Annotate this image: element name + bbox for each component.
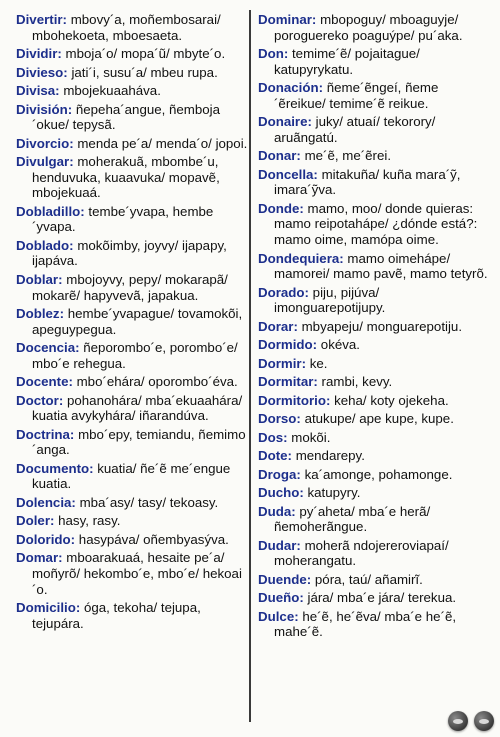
entry-headword: Docente: <box>16 374 73 390</box>
entry-headword: Dobladillo: <box>16 203 85 219</box>
entry-definition: ñeme´ẽngeí, ñeme´ẽreikue/ temime´ẽ reikue. <box>274 80 439 111</box>
dictionary-entry <box>16 513 252 529</box>
dictionary-entry <box>258 590 490 606</box>
entry-headword: Doctrina: <box>16 426 75 442</box>
entry-definition: mamo oimehápe/ mamorei/ mamo pavẽ, mamo tetyrõ. <box>274 250 488 282</box>
dictionary-entry <box>258 167 490 198</box>
dictionary-entry <box>258 430 490 446</box>
next-page-icon[interactable] <box>474 711 494 731</box>
entry-definition: he´ẽ, he´ẽva/ mba´e he´ẽ, mahe´ẽ. <box>274 608 457 640</box>
dictionary-entry <box>258 251 490 282</box>
entry-headword: División: <box>16 101 73 117</box>
dictionary-entry <box>258 467 490 483</box>
dictionary-entry <box>258 485 490 501</box>
entry-headword: Doler: <box>16 513 55 529</box>
entry-definition: ñeporombo´e, porombo´e/ mbo´e rehegua. <box>32 340 238 371</box>
dictionary-entry <box>16 46 252 62</box>
entry-headword: Doblez: <box>16 306 65 321</box>
dictionary-entry <box>258 148 490 164</box>
entry-headword: Droga: <box>258 466 301 482</box>
entry-headword: Dueño: <box>258 590 304 606</box>
dictionary-entry <box>258 538 490 569</box>
dictionary-entry <box>258 572 490 588</box>
entry-definition: py´aheta/ mba´e herã/ ñemoherãngue. <box>274 503 431 535</box>
entry-headword: Donar: <box>258 148 301 164</box>
dictionary-entry <box>16 204 252 235</box>
entry-headword: Dominar: <box>258 12 317 27</box>
entry-headword: Doblado: <box>16 237 74 253</box>
dictionary-entry <box>16 340 252 371</box>
dictionary-entry <box>258 319 490 335</box>
entry-definition: atukupe/ ape kupe, kupe. <box>304 411 454 427</box>
dictionary-entry <box>16 65 252 81</box>
entry-definition: mitakuña/ kuña mara´ỹ, imara´ỹva. <box>274 166 461 198</box>
entry-definition: mbojekuaaháva. <box>63 83 161 99</box>
page-navigation <box>448 711 494 731</box>
entry-definition: póra, taú/ añamirĩ. <box>314 571 423 587</box>
entry-definition: moherã ndojereroviapaí/ moherangatu. <box>274 537 449 569</box>
entry-headword: Donde: <box>258 200 304 216</box>
entry-definition: mendarepy. <box>295 448 365 464</box>
entry-definition: piju, pijúva/ imonguarepotijupy. <box>274 284 386 316</box>
dictionary-entry <box>258 285 490 316</box>
entry-headword: Duda: <box>258 503 296 519</box>
entry-definition: óga, tekoha/ tejupa, tejupára. <box>32 600 201 631</box>
dictionary-entry <box>258 609 490 640</box>
entry-headword: Dulce: <box>258 608 299 624</box>
entry-headword: Divieso: <box>16 64 68 80</box>
entry-definition: mokõi. <box>291 429 331 445</box>
dictionary-entry <box>258 374 490 390</box>
entry-definition: mbopoguy/ mboaguyje/ poroguereko poaguýpe/ pu´aka. <box>274 12 463 43</box>
entry-definition: jára/ mba´e jára/ terekua. <box>307 590 457 606</box>
entry-headword: Divertir: <box>16 12 67 27</box>
entry-headword: Donación: <box>258 80 324 96</box>
entry-headword: Dormido: <box>258 337 318 353</box>
entry-definition: moherakuã, mbombe´u, henduvuka, kuaavuka/ mopavẽ, mbojekuaá. <box>32 154 220 201</box>
entry-definition: mbo´ehára/ oporombo´éva. <box>76 374 238 390</box>
entry-definition: mbyapeju/ monguarepotiju. <box>301 318 463 334</box>
dictionary-entry <box>258 46 490 77</box>
dictionary-entry <box>16 427 252 458</box>
dictionary-entry <box>16 495 252 511</box>
dictionary-entry <box>258 12 490 43</box>
entry-headword: Domicilio: <box>16 600 81 615</box>
dictionary-entry <box>16 600 252 631</box>
entry-definition: okéva. <box>320 337 360 353</box>
dictionary-entry <box>16 461 252 492</box>
dictionary-entry <box>16 272 252 303</box>
entry-headword: Doblar: <box>16 271 63 287</box>
entry-definition: temime´ẽ/ pojaitague/ katupyrykatu. <box>274 46 420 77</box>
entry-headword: Dolorido: <box>16 531 76 547</box>
dictionary-entry <box>16 393 252 424</box>
entry-headword: Dormitorio: <box>258 392 331 408</box>
column-divider <box>249 10 251 722</box>
dictionary-entry <box>16 83 252 99</box>
entry-headword: Dormir: <box>258 355 307 371</box>
entry-definition: mamo, moo/ donde quieras: mamo reipotahápe/ ¿dónde está?: mamo oime, mamópa oime. <box>274 200 478 248</box>
entry-headword: Doctor: <box>16 392 64 408</box>
entry-headword: Dote: <box>258 448 292 464</box>
entry-headword: Ducho: <box>258 485 304 501</box>
entry-headword: Dorado: <box>258 284 309 300</box>
entry-headword: Dos: <box>258 429 288 445</box>
dictionary-entry <box>258 201 490 248</box>
entry-headword: Divulgar: <box>16 154 74 170</box>
entry-definition: juky/ atuaí/ tekorory/ aruãngatú. <box>274 114 436 145</box>
entry-headword: Doncella: <box>258 166 318 182</box>
dictionary-entry <box>258 411 490 427</box>
dictionary-entry <box>16 550 252 597</box>
entry-headword: Duende: <box>258 571 312 587</box>
dictionary-entry <box>258 337 490 353</box>
entry-headword: Dudar: <box>258 537 301 553</box>
entry-definition: ke. <box>309 355 328 371</box>
dictionary-entry <box>258 504 490 535</box>
entry-headword: Donaire: <box>258 114 312 130</box>
entry-headword: Documento: <box>16 460 94 476</box>
dictionary-entry <box>258 114 490 145</box>
entry-definition: mokõimby, joyvy/ ijapapy, ijapáva. <box>32 237 227 269</box>
dictionary-entry <box>16 374 252 390</box>
dictionary-entry <box>16 12 252 43</box>
entry-definition: mbojoyvy, pepy/ mokarapã/ mokarẽ/ hapyvevã, japakua. <box>32 271 228 303</box>
dictionary-entry <box>16 306 252 337</box>
entry-definition: ñepeha´angue, ñemboja´okue/ tepysã. <box>32 101 221 133</box>
entry-headword: Dividir: <box>16 46 62 62</box>
entry-definition: me´ẽ, me´ẽrei. <box>304 148 392 164</box>
dictionary-entry <box>258 393 490 409</box>
entry-definition: mboarakuaá, hesaite pe´a/ moñyrõ/ hekombo´e, mbo´e/ hekoai´o. <box>32 550 242 597</box>
dictionary-entry <box>16 154 252 201</box>
prev-page-icon[interactable] <box>448 711 468 731</box>
entry-definition: rambi, kevy. <box>321 374 393 390</box>
entry-definition: pohanohára/ mba´ekuaahára/ kuatia avykyhára/ iñarandúva. <box>32 392 243 424</box>
entry-definition: jati´i, susu´a/ mbeu rupa. <box>71 64 218 80</box>
entry-definition: katupyry. <box>307 485 361 501</box>
entry-definition: tembe´yvapa, hembe´yvapa. <box>32 203 214 235</box>
entry-headword: Dorar: <box>258 318 298 334</box>
dictionary-entry <box>16 102 252 133</box>
entry-headword: Divorcio: <box>16 135 74 151</box>
entry-definition: hasypáva/ oñembyasýva. <box>78 531 229 547</box>
entry-headword: Dorso: <box>258 411 301 427</box>
dictionary-entry <box>258 80 490 111</box>
dictionary-entry <box>16 532 252 548</box>
dictionary-entry <box>258 448 490 464</box>
entry-definition: ka´amonge, pohamonge. <box>304 466 453 482</box>
entry-definition: menda pe´a/ menda´o/ jopoi. <box>77 135 248 151</box>
entry-headword: Dondequiera: <box>258 250 344 266</box>
dictionary-entry <box>16 136 252 152</box>
right-column <box>258 12 490 643</box>
entry-definition: hembe´yvapague/ tovamokõi, apeguypegua. <box>32 306 243 337</box>
entry-headword: Docencia: <box>16 340 80 356</box>
entry-headword: Dolencia: <box>16 494 76 510</box>
entry-headword: Divisa: <box>16 83 60 99</box>
dictionary-entry <box>16 238 252 269</box>
entry-definition: mboja´o/ mopa´ũ/ mbyte´o. <box>65 46 226 62</box>
entry-definition: kuatia/ ñe´ẽ me´engue kuatia. <box>32 460 231 492</box>
entry-definition: mbovy´a, moñembosarai/ mbohekoeta, mboesaeta. <box>32 12 221 43</box>
entry-headword: Don: <box>258 46 289 62</box>
entry-definition: hasy, rasy. <box>58 513 121 529</box>
entry-definition: mbo´epy, temiandu, ñemimo´anga. <box>32 426 246 458</box>
entry-headword: Dormitar: <box>258 374 318 390</box>
entry-definition: keha/ koty ojekeha. <box>334 392 449 408</box>
entry-headword: Domar: <box>16 550 63 566</box>
entry-definition: mba´asy/ tasy/ tekoasy. <box>79 494 219 510</box>
left-column <box>16 12 252 634</box>
dictionary-entry <box>258 356 490 372</box>
